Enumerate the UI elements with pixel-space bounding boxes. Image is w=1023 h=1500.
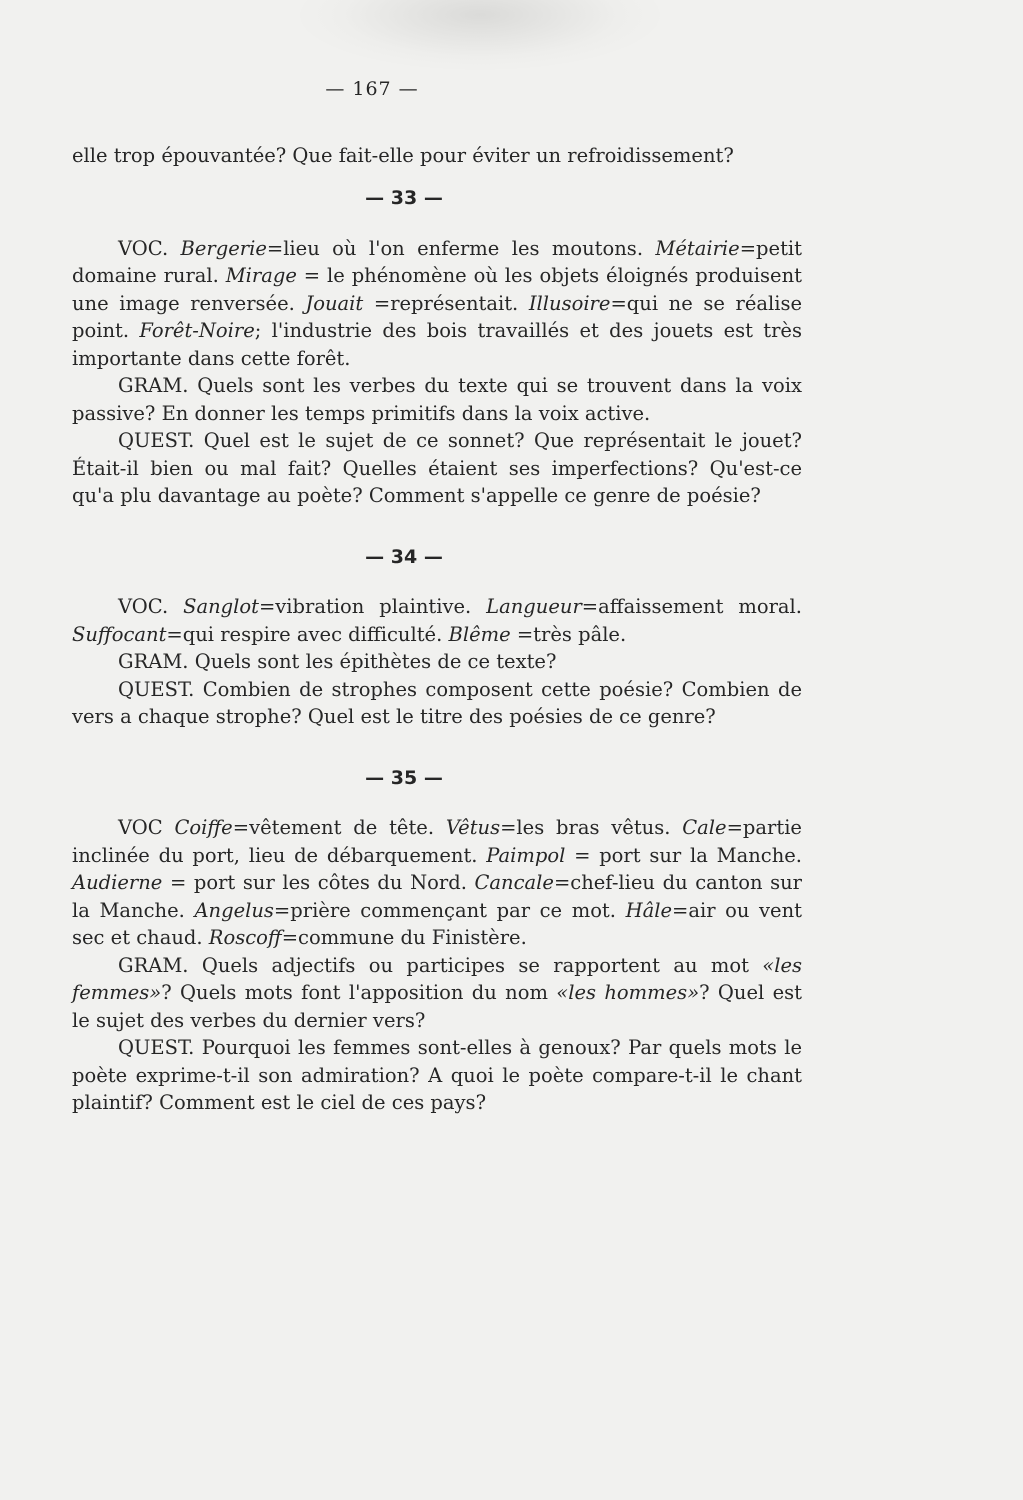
- voc-definition: = port sur la Manche.: [565, 843, 802, 867]
- voc-label: VOC.: [118, 236, 181, 260]
- voc-definition: =partie inclinée du port, lieu de débarquement.: [72, 816, 802, 867]
- intro-paragraph: elle trop épouvantée? Que fait-elle pour éviter un refroidissement?: [72, 143, 734, 167]
- voc-term: Angelus: [194, 898, 274, 922]
- voc-definition: =air ou vent sec et chaud.: [72, 898, 802, 949]
- gram-text: ? Quel est le sujet des verbes du dernier vers?: [72, 981, 802, 1032]
- voc-paragraph: [72, 814, 802, 952]
- gram-emphasis: «les hommes»: [556, 981, 700, 1004]
- voc-paragraph: [72, 235, 802, 373]
- page-smudge: [300, 0, 660, 70]
- voc-definition: =très pâle.: [510, 622, 627, 646]
- voc-term: Cancale: [474, 871, 554, 894]
- voc-definition: =qui respire avec difficulté.: [166, 622, 449, 646]
- section-34: [72, 544, 802, 731]
- section-title: — 34 —: [365, 545, 443, 568]
- voc-definition: ; l'industrie des bois travaillés et des jouets est très importante dans cette forêt.: [72, 319, 802, 370]
- voc-definition: = le phénomène où les objets éloignés produisent une image renversée.: [72, 264, 802, 315]
- voc-term: Forêt-Noire: [139, 319, 255, 342]
- voc-definition: =prière commençant par ce mot.: [273, 898, 626, 922]
- voc-term: Audierne: [72, 871, 163, 894]
- voc-definition: =chef-lieu du canton sur la Manche.: [72, 871, 803, 922]
- voc-term: Jouait: [305, 291, 364, 315]
- gram-paragraph: [72, 952, 802, 1035]
- gram-paragraph: GRAM. Quels sont les verbes du texte qui se trouvent dans la voix passive? En donner les temps primitifs dans la voix active.: [72, 374, 802, 425]
- section-title: — 33 —: [365, 187, 443, 209]
- voc-label: VOC: [118, 816, 175, 839]
- voc-definition: =lieu où l'on enferme les moutons.: [266, 236, 656, 260]
- gram-paragraph: GRAM. Quels sont les épithètes de ce texte?: [118, 650, 557, 673]
- voc-label: VOC.: [118, 595, 184, 618]
- voc-definition: =affaissement moral.: [581, 595, 802, 618]
- section-33: [72, 185, 802, 510]
- section-title: — 35 —: [365, 766, 443, 789]
- quest-paragraph: QUEST. Pourquoi les femmes sont-elles à genoux? Par quels mots le poète exprime-t-il son admiration? A quoi le poète compare-t-il le chant plaintif? Comment est le ciel de ces pays?: [72, 1036, 802, 1114]
- voc-definition: =vêtement de tête.: [232, 816, 446, 839]
- voc-definition: =représentait.: [363, 291, 529, 315]
- gram-text: ? Quels mots font l'apposition du nom: [161, 981, 557, 1004]
- gram-text: GRAM. Quels adjectifs ou participes se rapportent au mot: [118, 953, 763, 977]
- voc-term: Sanglot: [183, 595, 259, 618]
- voc-definition: = port sur les côtes du Nord.: [162, 871, 475, 894]
- voc-definition: =les bras vêtus.: [500, 816, 683, 839]
- voc-term: Suffocant: [72, 622, 167, 646]
- voc-term: Hâle: [625, 898, 672, 922]
- voc-definition: =qui ne se réalise point.: [72, 291, 803, 342]
- page-number: — 167 —: [325, 78, 419, 100]
- voc-term: Métairie: [655, 236, 740, 260]
- document-page: [72, 76, 802, 1117]
- voc-term: Cale: [682, 816, 727, 839]
- voc-term: Illusoire: [528, 291, 611, 315]
- voc-term: Langueur: [486, 595, 582, 618]
- voc-term: Roscoff: [208, 926, 282, 949]
- gram-emphasis: «les femmes»: [72, 953, 802, 1004]
- voc-term: Paimpol: [486, 843, 566, 867]
- voc-paragraph: [72, 593, 802, 648]
- voc-term: Blême: [448, 622, 511, 646]
- section-35: [72, 765, 802, 1117]
- quest-paragraph: QUEST. Combien de strophes composent cette poésie? Combien de vers a chaque strophe? Quel est le titre des poésies de ce genre?: [72, 677, 802, 728]
- voc-definition: =petit domaine rural.: [72, 236, 802, 287]
- voc-term: Vêtus: [445, 816, 501, 839]
- voc-definition: =commune du Finistère.: [281, 926, 527, 949]
- voc-definition: =vibration plaintive.: [258, 595, 487, 618]
- voc-term: Coiffe: [174, 816, 233, 839]
- voc-term: Bergerie: [180, 236, 267, 260]
- quest-paragraph: QUEST. Quel est le sujet de ce sonnet? Que représentait le jouet? Était-il bien ou mal fait? Quelles étaient ses imperfections? Qu'est-ce qu'a plu davantage au poète? Comment s'appelle ce genre de poésie?: [72, 429, 802, 507]
- voc-term: Mirage: [225, 264, 297, 287]
